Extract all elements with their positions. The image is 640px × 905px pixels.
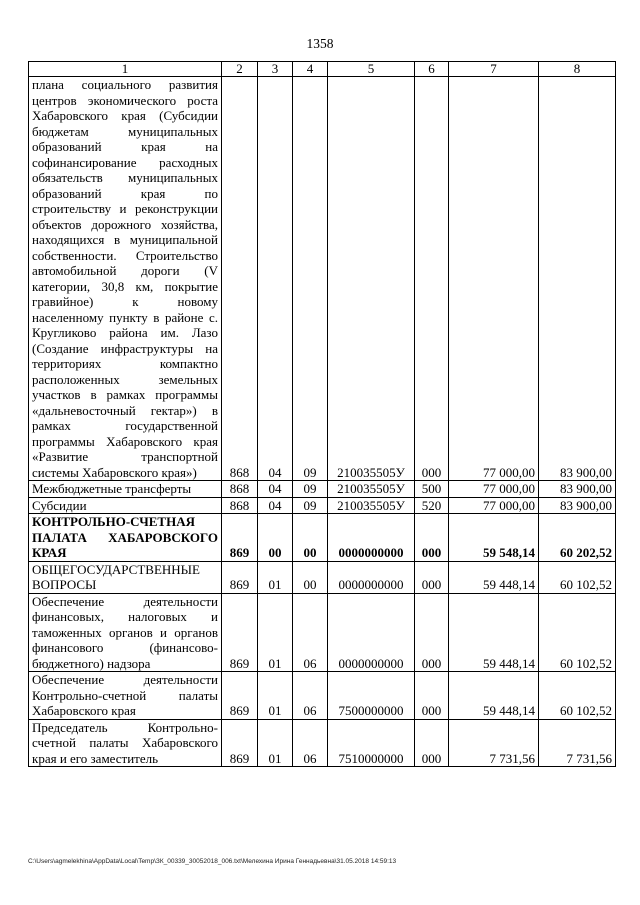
cell-amount-2: 83 900,00 — [539, 497, 616, 514]
cell-ministry: 868 — [222, 77, 258, 481]
cell-ministry: 868 — [222, 497, 258, 514]
column-header-6: 6 — [415, 62, 449, 77]
cell-amount-2: 60 202,52 — [539, 514, 616, 562]
cell-expense-type: 000 — [415, 77, 449, 481]
cell-subsection: 06 — [293, 719, 328, 767]
cell-section: 00 — [258, 514, 293, 562]
cell-amount-2: 83 900,00 — [539, 481, 616, 498]
cell-amount-1: 77 000,00 — [449, 497, 539, 514]
cell-target-article: 210035505У — [328, 497, 415, 514]
cell-target-article: 210035505У — [328, 77, 415, 481]
cell-amount-2: 7 731,56 — [539, 719, 616, 767]
cell-subsection: 09 — [293, 481, 328, 498]
cell-subsection: 00 — [293, 514, 328, 562]
cell-ministry: 869 — [222, 719, 258, 767]
cell-target-article: 0000000000 — [328, 561, 415, 593]
row-name: Обеспечение деятельности Контрольно-счетной палаты Хабаровского края — [29, 672, 222, 720]
cell-amount-2: 60 102,52 — [539, 593, 616, 672]
column-header-5: 5 — [328, 62, 415, 77]
column-header-4: 4 — [293, 62, 328, 77]
table-row — [29, 561, 616, 593]
cell-expense-type: 000 — [415, 719, 449, 767]
row-name: Субсидии — [29, 497, 222, 514]
table-row — [29, 719, 616, 767]
cell-amount-1: 59 448,14 — [449, 561, 539, 593]
row-name: КОНТРОЛЬНО-СЧЕТНАЯ ПАЛАТА ХАБАРОВСКОГО КРАЯ — [29, 514, 222, 562]
cell-amount-1: 77 000,00 — [449, 77, 539, 481]
cell-section: 04 — [258, 77, 293, 481]
cell-amount-2: 60 102,52 — [539, 561, 616, 593]
cell-section: 01 — [258, 672, 293, 720]
cell-ministry: 869 — [222, 514, 258, 562]
cell-target-article: 7500000000 — [328, 672, 415, 720]
row-name: Обеспечение деятельности финансовых, налоговых и таможенных органов и органов финансового (финансово-бюджетного) надзора — [29, 593, 222, 672]
row-name: Межбюджетные трансферты — [29, 481, 222, 498]
table-row — [29, 514, 616, 562]
row-name: ОБЩЕГОСУДАРСТВЕННЫЕ ВОПРОСЫ — [29, 561, 222, 593]
cell-expense-type: 000 — [415, 672, 449, 720]
cell-target-article: 210035505У — [328, 481, 415, 498]
budget-table — [28, 61, 616, 767]
cell-subsection: 00 — [293, 561, 328, 593]
cell-amount-2: 60 102,52 — [539, 672, 616, 720]
cell-amount-1: 77 000,00 — [449, 481, 539, 498]
cell-expense-type: 520 — [415, 497, 449, 514]
cell-amount-1: 59 448,14 — [449, 593, 539, 672]
cell-target-article: 0000000000 — [328, 593, 415, 672]
cell-target-article: 0000000000 — [328, 514, 415, 562]
table-row — [29, 77, 616, 481]
cell-subsection: 09 — [293, 77, 328, 481]
cell-ministry: 869 — [222, 593, 258, 672]
row-name: Председатель Контрольно-счетной палаты Хабаровского края и его заместитель — [29, 719, 222, 767]
cell-amount-1: 7 731,56 — [449, 719, 539, 767]
table-row — [29, 593, 616, 672]
cell-ministry: 868 — [222, 481, 258, 498]
table-header-row — [29, 62, 616, 77]
cell-ministry: 869 — [222, 561, 258, 593]
cell-section: 01 — [258, 593, 293, 672]
row-name: плана социального развития центров экономического роста Хабаровского края (Субсидии бюджетам муниципальных образований края на софинансирование расходных обязательств муниципальных образований края по строительству и реконструкции объектов дорожного хозяйства, находящихся в муниципальной собственности. Строительство автомобильной дороги (V категории, 30,8 км, покрытие гравийное) к новому населенному пункту в районе с. Кругликово района им. Лазо (Создание инфраструктуры на территориях компактно расположенных земельных участков в рамках программы «дальневосточный гектар») в рамках государственной программы Хабаровского края «Развитие транспортной системы Хабаровского края») — [29, 77, 222, 481]
cell-section: 04 — [258, 481, 293, 498]
column-header-2: 2 — [222, 62, 258, 77]
cell-subsection: 06 — [293, 593, 328, 672]
cell-expense-type: 500 — [415, 481, 449, 498]
cell-amount-1: 59 548,14 — [449, 514, 539, 562]
cell-amount-1: 59 448,14 — [449, 672, 539, 720]
file-path-footer: C:\Users\agmelekhina\AppData\Local\Temp\ЗК_00339_30052018_006.txt\Мелехина Ирина Геннадьевна\31.05.2018 14:59:13 — [28, 858, 397, 865]
cell-section: 01 — [258, 561, 293, 593]
cell-subsection: 06 — [293, 672, 328, 720]
cell-target-article: 7510000000 — [328, 719, 415, 767]
column-header-7: 7 — [449, 62, 539, 77]
cell-subsection: 09 — [293, 497, 328, 514]
table-row — [29, 497, 616, 514]
column-header-8: 8 — [539, 62, 616, 77]
cell-expense-type: 000 — [415, 593, 449, 672]
cell-amount-2: 83 900,00 — [539, 77, 616, 481]
cell-section: 04 — [258, 497, 293, 514]
table-row — [29, 481, 616, 498]
column-header-1: 1 — [29, 62, 222, 77]
cell-expense-type: 000 — [415, 561, 449, 593]
column-header-3: 3 — [258, 62, 293, 77]
cell-ministry: 869 — [222, 672, 258, 720]
page-number: 1358 — [306, 36, 334, 51]
table-row — [29, 672, 616, 720]
cell-expense-type: 000 — [415, 514, 449, 562]
cell-section: 01 — [258, 719, 293, 767]
